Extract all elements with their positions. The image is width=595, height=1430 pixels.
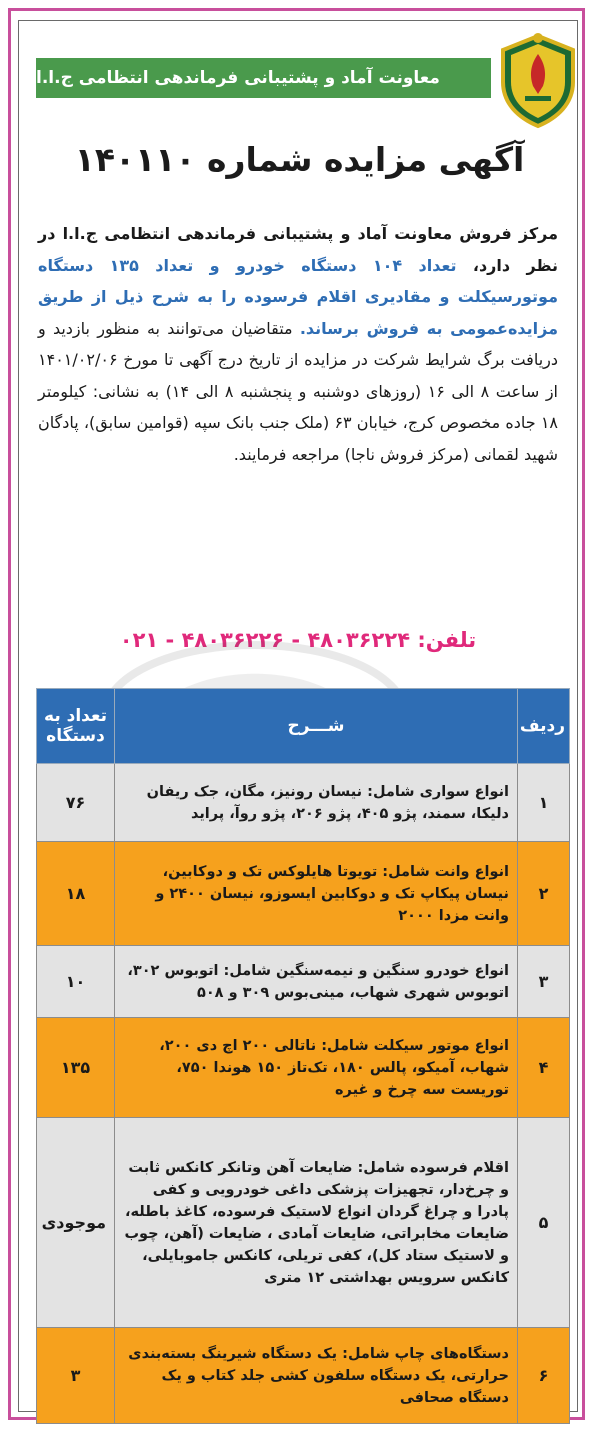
row-description: انواع سواری شامل: نیسان رونیز، مگان، جک ریفان دلیکا، سمند، پژو ۴۰۵، پژو ۲۰۶، پژو روآ، پراید xyxy=(115,764,518,842)
table-row xyxy=(37,1018,570,1118)
row-description: انواع موتور سیکلت شامل: ناتالی ۲۰۰ اچ دی ۲۰۰، شهاب، آمیکو، پالس ۱۸۰، تک‌تاز ۱۵۰ هوندا ۷۵۰، توریست سه چرخ و غیره xyxy=(115,1018,518,1118)
row-quantity: ۷۶ xyxy=(37,764,115,842)
row-rank: ۱ xyxy=(518,764,570,842)
body-highlight: تعداد ۱۰۴ دستگاه خودرو و تعداد ۱۳۵ دستگاه موتورسیکلت و مقادیری اقلام فرسوده را به شرح ذیل از طریق مزایده‌عمومی به فروش برساند. xyxy=(38,255,558,338)
header-description: شـــرح xyxy=(115,689,518,764)
row-description: انواع وانت شامل: تویوتا هایلوکس تک و دوکابین، نیسان پیکاپ تک و دوکابین ایسوزو، نیسان ۲۴۰۰ و وانت مزدا ۲۰۰۰ xyxy=(115,842,518,946)
row-quantity: ۳ xyxy=(37,1328,115,1424)
row-rank: ۲ xyxy=(518,842,570,946)
ad-header xyxy=(22,30,577,130)
table-header-row xyxy=(37,689,570,764)
body-intro: مرکز فروش معاونت آماد و پشتیبانی فرماندهی انتظامی ج.ا.ا در نظر دارد، xyxy=(38,224,559,275)
header-rank: ردیف xyxy=(518,689,570,764)
table-row xyxy=(37,1118,570,1328)
police-emblem-icon xyxy=(497,30,579,130)
table-row xyxy=(37,764,570,842)
table-row xyxy=(37,946,570,1018)
announcement-body xyxy=(38,218,558,470)
body-details: متقاضیان می‌توانند به منظور بازدید و دریافت برگ شرایط شرکت در مزایده از تاریخ درج آگهی تا مورخ ۱۴۰۱/۰۲/۰۶ از ساعت ۸ الی ۱۶ (روزهای دوشنبه و پنجشنبه ۸ الی ۱۴) به نشانی: کیلومتر ۱۸ جاده مخصوص کرج، خیابان ۶۳ (ملک جنب بانک سپه (قوامین سابق)، پادگان شهید لقمانی (مرکز فروش ناجا) مراجعه فرمایند. xyxy=(38,318,559,464)
row-quantity: ۱۸ xyxy=(37,842,115,946)
row-description: اقلام فرسوده شامل: ضایعات آهن وتانکر کانکس ثابت و چرخ‌دار، تجهیزات پزشکی داغی خودرویی و کفی پادرا و چراغ گردان انواع لاستیک فرسوده، کاغذ باطله، ضایعات مخابراتی، ضایعات آمادی ، ضایعات (آهن، چوب و لاستیک ستاد کل)، کفی تریلی، کانکس جاموبایلی، کانکس سرویس بهداشتی ۱۲ متری xyxy=(115,1118,518,1328)
row-rank: ۳ xyxy=(518,946,570,1018)
table-row xyxy=(37,1328,570,1424)
row-rank: ۴ xyxy=(518,1018,570,1118)
row-rank: ۶ xyxy=(518,1328,570,1424)
auction-title: آگهی مزایده شماره ۱۴۰۱۱۰ xyxy=(74,140,525,179)
vehicle-table xyxy=(36,688,570,1424)
row-description: دستگاه‌های چاپ شامل: یک دستگاه شیرینگ بسته‌بندی حرارتی، یک دستگاه سلفون کشی جلد کتاب و یک دستگاه صحافی xyxy=(115,1328,518,1424)
row-quantity: ۱۳۵ xyxy=(37,1018,115,1118)
row-description: انواع خودرو سنگین و نیمه‌سنگین شامل: اتوبوس ۳۰۲، اتوبوس شهری شهاب، مینی‌بوس ۳۰۹ و ۵۰۸ xyxy=(115,946,518,1018)
row-quantity: موجودی xyxy=(37,1118,115,1328)
row-rank: ۵ xyxy=(518,1118,570,1328)
header-quantity: تعداد به دستگاه xyxy=(37,689,115,764)
phone-numbers: تلفن: ۴۸۰۳۶۲۲۴ - ۴۸۰۳۶۲۲۶ - ۰۲۱ xyxy=(119,628,477,652)
row-quantity: ۱۰ xyxy=(37,946,115,1018)
table-row xyxy=(37,842,570,946)
organization-banner: معاونت آماد و پشتیبانی فرماندهی انتظامی ج.ا.ا xyxy=(36,58,491,98)
